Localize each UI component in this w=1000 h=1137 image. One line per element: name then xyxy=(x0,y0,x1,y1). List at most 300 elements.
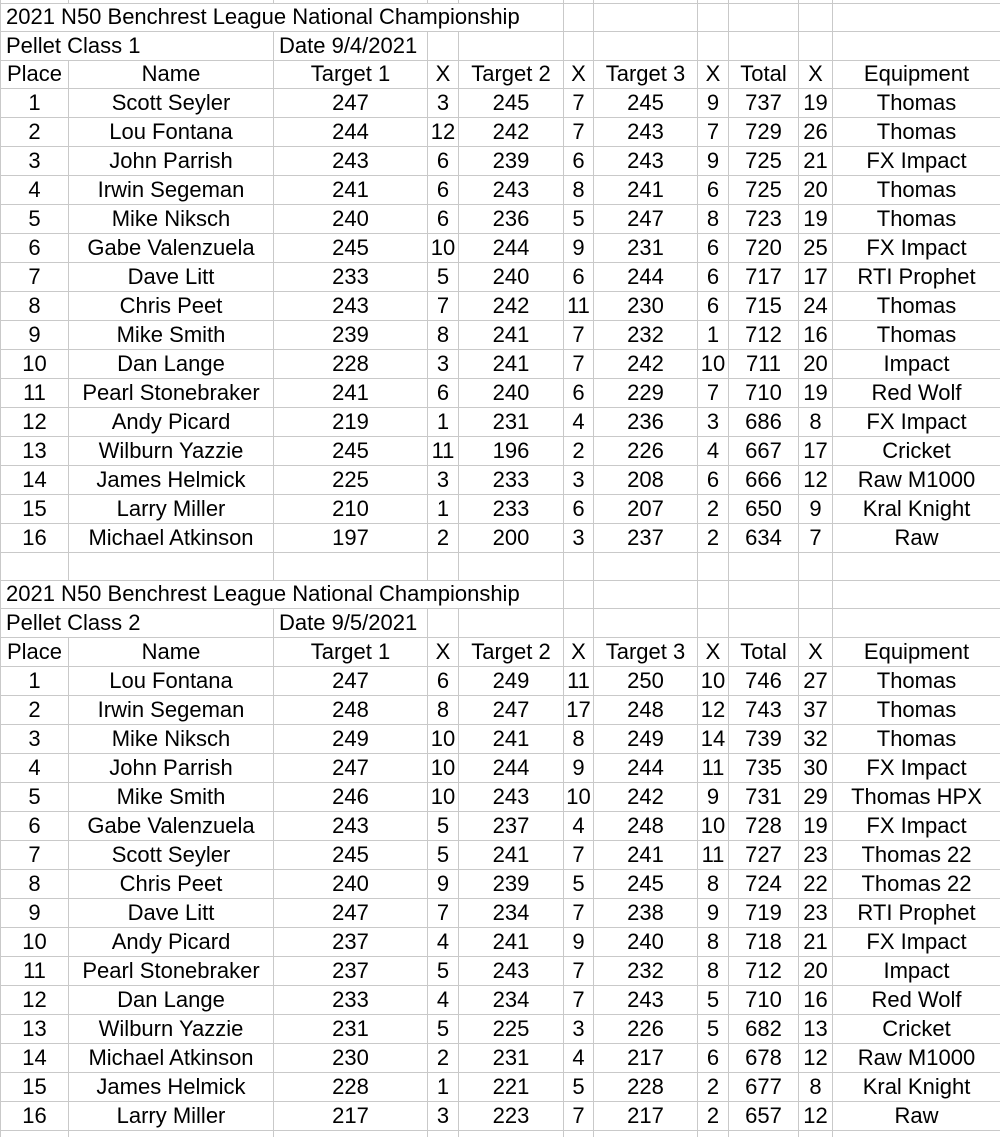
cell-x1[interactable]: 5 xyxy=(428,1014,459,1043)
cell-x3[interactable]: 9 xyxy=(698,88,729,117)
cell-equipment[interactable]: RTI Prophet xyxy=(833,262,1000,291)
cell-x3[interactable]: 2 xyxy=(698,523,729,552)
cell-target2[interactable]: 243 xyxy=(459,175,564,204)
cell-name[interactable]: Gabe Valenzuela xyxy=(69,811,274,840)
empty-cell[interactable] xyxy=(833,580,1000,608)
cell-name[interactable]: Dave Litt xyxy=(69,262,274,291)
cell-x3[interactable]: 8 xyxy=(698,956,729,985)
cell-target1[interactable]: 247 xyxy=(274,753,428,782)
cell-target1[interactable]: 247 xyxy=(274,88,428,117)
cell-total[interactable]: 667 xyxy=(729,436,799,465)
cell-name[interactable]: John Parrish xyxy=(69,753,274,782)
cell-target1[interactable]: 233 xyxy=(274,985,428,1014)
cell-x2[interactable]: 5 xyxy=(564,204,594,233)
cell-equipment[interactable]: FX Impact xyxy=(833,407,1000,436)
cell-x1[interactable]: 6 xyxy=(428,175,459,204)
cell-x-total[interactable]: 8 xyxy=(799,1072,833,1101)
cell-equipment[interactable]: Raw M1000 xyxy=(833,1043,1000,1072)
cell-target3[interactable]: 232 xyxy=(594,320,698,349)
cell-equipment[interactable]: Kral Knight xyxy=(833,1072,1000,1101)
cell-target1[interactable]: 241 xyxy=(274,378,428,407)
cell-target2[interactable]: 200 xyxy=(459,523,564,552)
cell-place[interactable]: 14 xyxy=(1,465,69,494)
cell-x-total[interactable]: 21 xyxy=(799,927,833,956)
cell-equipment[interactable]: FX Impact xyxy=(833,811,1000,840)
cell-target2[interactable]: 233 xyxy=(459,465,564,494)
cell-name[interactable]: James Helmick xyxy=(69,465,274,494)
empty-cell[interactable] xyxy=(1,552,69,580)
cell-x3[interactable]: 8 xyxy=(698,927,729,956)
cell-total[interactable]: 712 xyxy=(729,956,799,985)
cell-place[interactable]: 16 xyxy=(1,1101,69,1130)
cell-name[interactable]: Irwin Segeman xyxy=(69,175,274,204)
cell-x1[interactable]: 10 xyxy=(428,782,459,811)
cell-x3[interactable]: 9 xyxy=(698,782,729,811)
cell-x-total[interactable]: 19 xyxy=(799,204,833,233)
cell-target3[interactable]: 248 xyxy=(594,811,698,840)
cell-target1[interactable]: 217 xyxy=(274,1101,428,1130)
cell-target1[interactable]: 245 xyxy=(274,840,428,869)
cell-target1[interactable]: 237 xyxy=(274,956,428,985)
empty-cell[interactable] xyxy=(564,1130,594,1137)
cell-x1[interactable]: 8 xyxy=(428,320,459,349)
cell-name[interactable]: Gabe Valenzuela xyxy=(69,233,274,262)
empty-cell[interactable] xyxy=(799,580,833,608)
cell-target1[interactable]: 225 xyxy=(274,465,428,494)
cell-x3[interactable]: 6 xyxy=(698,465,729,494)
cell-target3[interactable]: 230 xyxy=(594,291,698,320)
cell-x-total[interactable]: 20 xyxy=(799,349,833,378)
cell-target3[interactable]: 250 xyxy=(594,666,698,695)
empty-cell[interactable] xyxy=(698,580,729,608)
cell-target3[interactable]: 238 xyxy=(594,898,698,927)
cell-x-total[interactable]: 22 xyxy=(799,869,833,898)
cell-name[interactable]: Mike Niksch xyxy=(69,204,274,233)
empty-cell[interactable] xyxy=(594,552,698,580)
cell-target2[interactable]: 243 xyxy=(459,782,564,811)
cell-x2[interactable]: 5 xyxy=(564,869,594,898)
cell-x-total[interactable]: 37 xyxy=(799,695,833,724)
empty-cell[interactable] xyxy=(729,31,799,60)
cell-target1[interactable]: 247 xyxy=(274,666,428,695)
cell-total[interactable]: 717 xyxy=(729,262,799,291)
cell-target3[interactable]: 248 xyxy=(594,695,698,724)
cell-total[interactable]: 712 xyxy=(729,320,799,349)
cell-x2[interactable]: 2 xyxy=(564,436,594,465)
cell-target1[interactable]: 243 xyxy=(274,291,428,320)
cell-x1[interactable]: 6 xyxy=(428,146,459,175)
cell-target1[interactable]: 237 xyxy=(274,927,428,956)
cell-total[interactable]: 727 xyxy=(729,840,799,869)
cell-x3[interactable]: 6 xyxy=(698,175,729,204)
cell-x-total[interactable]: 20 xyxy=(799,956,833,985)
cell-x-total[interactable]: 30 xyxy=(799,753,833,782)
cell-x1[interactable]: 1 xyxy=(428,1072,459,1101)
empty-cell[interactable] xyxy=(274,1130,428,1137)
cell-x1[interactable]: 1 xyxy=(428,494,459,523)
cell-x3[interactable]: 11 xyxy=(698,753,729,782)
cell-target1[interactable]: 228 xyxy=(274,349,428,378)
cell-x2[interactable]: 6 xyxy=(564,378,594,407)
cell-name[interactable]: Chris Peet xyxy=(69,869,274,898)
cell-x3[interactable]: 14 xyxy=(698,724,729,753)
cell-total[interactable]: 711 xyxy=(729,349,799,378)
cell-x1[interactable]: 6 xyxy=(428,666,459,695)
cell-target3[interactable]: 249 xyxy=(594,724,698,753)
cell-equipment[interactable]: Thomas xyxy=(833,695,1000,724)
cell-equipment[interactable]: RTI Prophet xyxy=(833,898,1000,927)
cell-x1[interactable]: 3 xyxy=(428,1101,459,1130)
cell-target2[interactable]: 236 xyxy=(459,204,564,233)
cell-place[interactable]: 6 xyxy=(1,233,69,262)
col-header-total[interactable]: Total xyxy=(729,637,799,666)
cell-place[interactable]: 5 xyxy=(1,782,69,811)
cell-x-total[interactable]: 12 xyxy=(799,465,833,494)
cell-name[interactable]: Wilburn Yazzie xyxy=(69,1014,274,1043)
cell-name[interactable]: John Parrish xyxy=(69,146,274,175)
col-header-x2[interactable]: X xyxy=(564,637,594,666)
cell-x2[interactable]: 4 xyxy=(564,811,594,840)
cell-name[interactable]: James Helmick xyxy=(69,1072,274,1101)
cell-target3[interactable]: 237 xyxy=(594,523,698,552)
cell-x2[interactable]: 9 xyxy=(564,927,594,956)
cell-target2[interactable]: 237 xyxy=(459,811,564,840)
cell-name[interactable]: Dan Lange xyxy=(69,985,274,1014)
cell-target3[interactable]: 229 xyxy=(594,378,698,407)
empty-cell[interactable] xyxy=(564,608,594,637)
cell-name[interactable]: Andy Picard xyxy=(69,407,274,436)
cell-x1[interactable]: 10 xyxy=(428,724,459,753)
cell-x3[interactable]: 12 xyxy=(698,695,729,724)
cell-x3[interactable]: 2 xyxy=(698,1072,729,1101)
col-header-total[interactable]: Total xyxy=(729,60,799,88)
cell-x1[interactable]: 3 xyxy=(428,88,459,117)
cell-x2[interactable]: 5 xyxy=(564,1072,594,1101)
cell-place[interactable]: 13 xyxy=(1,436,69,465)
cell-target3[interactable]: 240 xyxy=(594,927,698,956)
empty-cell[interactable] xyxy=(698,31,729,60)
empty-cell[interactable] xyxy=(1,1130,69,1137)
cell-x2[interactable]: 11 xyxy=(564,666,594,695)
cell-total[interactable]: 666 xyxy=(729,465,799,494)
cell-x3[interactable]: 10 xyxy=(698,349,729,378)
cell-target1[interactable]: 230 xyxy=(274,1043,428,1072)
empty-cell[interactable] xyxy=(799,608,833,637)
cell-equipment[interactable]: Raw M1000 xyxy=(833,465,1000,494)
empty-cell[interactable] xyxy=(594,580,698,608)
cell-total[interactable]: 737 xyxy=(729,88,799,117)
cell-total[interactable]: 719 xyxy=(729,898,799,927)
cell-target1[interactable]: 231 xyxy=(274,1014,428,1043)
cell-place[interactable]: 2 xyxy=(1,695,69,724)
col-header-target1[interactable]: Target 1 xyxy=(274,60,428,88)
cell-x2[interactable]: 10 xyxy=(564,782,594,811)
cell-target2[interactable]: 234 xyxy=(459,898,564,927)
cell-place[interactable]: 15 xyxy=(1,494,69,523)
cell-equipment[interactable]: Thomas xyxy=(833,724,1000,753)
cell-place[interactable]: 6 xyxy=(1,811,69,840)
cell-target1[interactable]: 243 xyxy=(274,811,428,840)
cell-place[interactable]: 8 xyxy=(1,869,69,898)
cell-x1[interactable]: 7 xyxy=(428,898,459,927)
empty-cell[interactable] xyxy=(729,608,799,637)
cell-equipment[interactable]: Cricket xyxy=(833,436,1000,465)
cell-equipment[interactable]: Raw xyxy=(833,523,1000,552)
cell-target3[interactable]: 245 xyxy=(594,88,698,117)
cell-equipment[interactable]: Thomas xyxy=(833,117,1000,146)
cell-x-total[interactable]: 23 xyxy=(799,898,833,927)
cell-x1[interactable]: 8 xyxy=(428,695,459,724)
cell-place[interactable]: 10 xyxy=(1,349,69,378)
empty-cell[interactable] xyxy=(729,3,799,31)
cell-x3[interactable]: 5 xyxy=(698,1014,729,1043)
cell-target1[interactable]: 210 xyxy=(274,494,428,523)
cell-x3[interactable]: 7 xyxy=(698,117,729,146)
cell-x2[interactable]: 9 xyxy=(564,753,594,782)
cell-target2[interactable]: 223 xyxy=(459,1101,564,1130)
empty-cell[interactable] xyxy=(698,608,729,637)
cell-place[interactable]: 1 xyxy=(1,666,69,695)
empty-cell[interactable] xyxy=(594,608,698,637)
cell-x3[interactable]: 6 xyxy=(698,262,729,291)
cell-target3[interactable]: 228 xyxy=(594,1072,698,1101)
col-header-x3[interactable]: X xyxy=(698,637,729,666)
cell-x3[interactable]: 9 xyxy=(698,898,729,927)
cell-target1[interactable]: 245 xyxy=(274,436,428,465)
cell-x1[interactable]: 4 xyxy=(428,927,459,956)
cell-name[interactable]: Mike Niksch xyxy=(69,724,274,753)
empty-cell[interactable] xyxy=(799,31,833,60)
cell-name[interactable]: Mike Smith xyxy=(69,320,274,349)
cell-x1[interactable]: 4 xyxy=(428,985,459,1014)
cell-x1[interactable]: 12 xyxy=(428,117,459,146)
cell-equipment[interactable]: FX Impact xyxy=(833,753,1000,782)
cell-target2[interactable]: 241 xyxy=(459,724,564,753)
cell-name[interactable]: Michael Atkinson xyxy=(69,1043,274,1072)
cell-total[interactable]: 718 xyxy=(729,927,799,956)
cell-x2[interactable]: 3 xyxy=(564,465,594,494)
class-label[interactable]: Pellet Class 1 xyxy=(1,31,274,60)
cell-target2[interactable]: 244 xyxy=(459,753,564,782)
empty-cell[interactable] xyxy=(799,1130,833,1137)
cell-x2[interactable]: 6 xyxy=(564,146,594,175)
cell-equipment[interactable]: Kral Knight xyxy=(833,494,1000,523)
cell-total[interactable]: 657 xyxy=(729,1101,799,1130)
cell-target1[interactable]: 197 xyxy=(274,523,428,552)
cell-total[interactable]: 682 xyxy=(729,1014,799,1043)
cell-total[interactable]: 686 xyxy=(729,407,799,436)
cell-place[interactable]: 3 xyxy=(1,724,69,753)
cell-x1[interactable]: 2 xyxy=(428,523,459,552)
cell-total[interactable]: 715 xyxy=(729,291,799,320)
cell-equipment[interactable]: Raw xyxy=(833,1101,1000,1130)
cell-equipment[interactable]: Impact xyxy=(833,349,1000,378)
cell-x-total[interactable]: 17 xyxy=(799,436,833,465)
cell-target3[interactable]: 232 xyxy=(594,956,698,985)
cell-x-total[interactable]: 24 xyxy=(799,291,833,320)
cell-x-total[interactable]: 25 xyxy=(799,233,833,262)
empty-cell[interactable] xyxy=(564,31,594,60)
cell-x2[interactable]: 4 xyxy=(564,1043,594,1072)
col-header-x1[interactable]: X xyxy=(428,637,459,666)
cell-x3[interactable]: 7 xyxy=(698,378,729,407)
empty-cell[interactable] xyxy=(459,1130,564,1137)
cell-equipment[interactable]: Red Wolf xyxy=(833,378,1000,407)
cell-place[interactable]: 5 xyxy=(1,204,69,233)
cell-place[interactable]: 8 xyxy=(1,291,69,320)
cell-name[interactable]: Lou Fontana xyxy=(69,666,274,695)
empty-cell[interactable] xyxy=(459,31,564,60)
cell-equipment[interactable]: Thomas 22 xyxy=(833,869,1000,898)
cell-equipment[interactable]: Thomas HPX xyxy=(833,782,1000,811)
cell-target2[interactable]: 221 xyxy=(459,1072,564,1101)
cell-place[interactable]: 1 xyxy=(1,88,69,117)
cell-equipment[interactable]: Red Wolf xyxy=(833,985,1000,1014)
cell-x3[interactable]: 8 xyxy=(698,869,729,898)
date-label[interactable]: Date 9/5/2021 xyxy=(274,608,428,637)
cell-target2[interactable]: 240 xyxy=(459,262,564,291)
cell-x1[interactable]: 6 xyxy=(428,378,459,407)
cell-place[interactable]: 13 xyxy=(1,1014,69,1043)
cell-target2[interactable]: 233 xyxy=(459,494,564,523)
cell-target3[interactable]: 208 xyxy=(594,465,698,494)
cell-name[interactable]: Chris Peet xyxy=(69,291,274,320)
cell-target3[interactable]: 241 xyxy=(594,840,698,869)
cell-total[interactable]: 729 xyxy=(729,117,799,146)
cell-target2[interactable]: 249 xyxy=(459,666,564,695)
cell-x-total[interactable]: 32 xyxy=(799,724,833,753)
cell-x-total[interactable]: 27 xyxy=(799,666,833,695)
cell-total[interactable]: 634 xyxy=(729,523,799,552)
cell-x-total[interactable]: 19 xyxy=(799,88,833,117)
cell-place[interactable]: 11 xyxy=(1,956,69,985)
cell-x1[interactable]: 5 xyxy=(428,262,459,291)
cell-target1[interactable]: 219 xyxy=(274,407,428,436)
empty-cell[interactable] xyxy=(69,552,274,580)
empty-cell[interactable] xyxy=(698,1130,729,1137)
cell-place[interactable]: 10 xyxy=(1,927,69,956)
cell-target1[interactable]: 239 xyxy=(274,320,428,349)
cell-target2[interactable]: 225 xyxy=(459,1014,564,1043)
empty-cell[interactable] xyxy=(799,552,833,580)
col-header-target2[interactable]: Target 2 xyxy=(459,60,564,88)
cell-target2[interactable]: 234 xyxy=(459,985,564,1014)
cell-x-total[interactable]: 9 xyxy=(799,494,833,523)
cell-name[interactable]: Andy Picard xyxy=(69,927,274,956)
cell-x2[interactable]: 7 xyxy=(564,898,594,927)
cell-x-total[interactable]: 26 xyxy=(799,117,833,146)
cell-x1[interactable]: 5 xyxy=(428,811,459,840)
cell-x-total[interactable]: 19 xyxy=(799,378,833,407)
cell-x-total[interactable]: 16 xyxy=(799,320,833,349)
col-header-x-total[interactable]: X xyxy=(799,60,833,88)
cell-target2[interactable]: 241 xyxy=(459,349,564,378)
cell-place[interactable]: 14 xyxy=(1,1043,69,1072)
cell-x2[interactable]: 7 xyxy=(564,349,594,378)
empty-cell[interactable] xyxy=(274,552,428,580)
cell-target2[interactable]: 239 xyxy=(459,869,564,898)
cell-target1[interactable]: 233 xyxy=(274,262,428,291)
cell-target1[interactable]: 243 xyxy=(274,146,428,175)
cell-x1[interactable]: 6 xyxy=(428,204,459,233)
cell-target1[interactable]: 247 xyxy=(274,898,428,927)
cell-total[interactable]: 725 xyxy=(729,175,799,204)
empty-cell[interactable] xyxy=(729,580,799,608)
cell-x3[interactable]: 10 xyxy=(698,811,729,840)
cell-x3[interactable]: 2 xyxy=(698,1101,729,1130)
empty-cell[interactable] xyxy=(594,1130,698,1137)
cell-target3[interactable]: 243 xyxy=(594,146,698,175)
cell-place[interactable]: 11 xyxy=(1,378,69,407)
cell-x2[interactable]: 7 xyxy=(564,956,594,985)
cell-x2[interactable]: 7 xyxy=(564,88,594,117)
cell-target3[interactable]: 217 xyxy=(594,1101,698,1130)
cell-total[interactable]: 739 xyxy=(729,724,799,753)
cell-x2[interactable]: 9 xyxy=(564,233,594,262)
empty-cell[interactable] xyxy=(428,31,459,60)
cell-target2[interactable]: 231 xyxy=(459,407,564,436)
cell-target1[interactable]: 244 xyxy=(274,117,428,146)
cell-total[interactable]: 710 xyxy=(729,985,799,1014)
sheet-title[interactable]: 2021 N50 Benchrest League National Championship xyxy=(1,3,564,31)
cell-target1[interactable]: 241 xyxy=(274,175,428,204)
empty-cell[interactable] xyxy=(428,608,459,637)
empty-cell[interactable] xyxy=(729,1130,799,1137)
col-header-x1[interactable]: X xyxy=(428,60,459,88)
cell-x3[interactable]: 8 xyxy=(698,204,729,233)
col-header-target2[interactable]: Target 2 xyxy=(459,637,564,666)
cell-x2[interactable]: 6 xyxy=(564,494,594,523)
cell-place[interactable]: 4 xyxy=(1,753,69,782)
cell-equipment[interactable]: Thomas xyxy=(833,204,1000,233)
empty-cell[interactable] xyxy=(459,552,564,580)
cell-total[interactable]: 728 xyxy=(729,811,799,840)
cell-equipment[interactable]: Thomas xyxy=(833,88,1000,117)
col-header-x-total[interactable]: X xyxy=(799,637,833,666)
cell-total[interactable]: 677 xyxy=(729,1072,799,1101)
empty-cell[interactable] xyxy=(833,31,1000,60)
cell-target1[interactable]: 245 xyxy=(274,233,428,262)
cell-x-total[interactable]: 23 xyxy=(799,840,833,869)
cell-place[interactable]: 12 xyxy=(1,407,69,436)
cell-place[interactable]: 4 xyxy=(1,175,69,204)
cell-target2[interactable]: 247 xyxy=(459,695,564,724)
col-header-place[interactable]: Place xyxy=(1,60,69,88)
cell-target3[interactable]: 244 xyxy=(594,262,698,291)
cell-target1[interactable]: 248 xyxy=(274,695,428,724)
empty-cell[interactable] xyxy=(729,552,799,580)
cell-name[interactable]: Larry Miller xyxy=(69,1101,274,1130)
cell-equipment[interactable]: FX Impact xyxy=(833,927,1000,956)
cell-name[interactable]: Dave Litt xyxy=(69,898,274,927)
cell-x3[interactable]: 10 xyxy=(698,666,729,695)
cell-target1[interactable]: 246 xyxy=(274,782,428,811)
cell-target3[interactable]: 243 xyxy=(594,117,698,146)
col-header-target3[interactable]: Target 3 xyxy=(594,637,698,666)
cell-x1[interactable]: 3 xyxy=(428,465,459,494)
cell-target1[interactable]: 228 xyxy=(274,1072,428,1101)
cell-total[interactable]: 710 xyxy=(729,378,799,407)
cell-target2[interactable]: 239 xyxy=(459,146,564,175)
cell-x2[interactable]: 3 xyxy=(564,523,594,552)
col-header-target1[interactable]: Target 1 xyxy=(274,637,428,666)
cell-x3[interactable]: 5 xyxy=(698,985,729,1014)
cell-target3[interactable]: 243 xyxy=(594,985,698,1014)
cell-x1[interactable]: 10 xyxy=(428,753,459,782)
cell-total[interactable]: 746 xyxy=(729,666,799,695)
cell-target2[interactable]: 241 xyxy=(459,840,564,869)
cell-x2[interactable]: 8 xyxy=(564,724,594,753)
